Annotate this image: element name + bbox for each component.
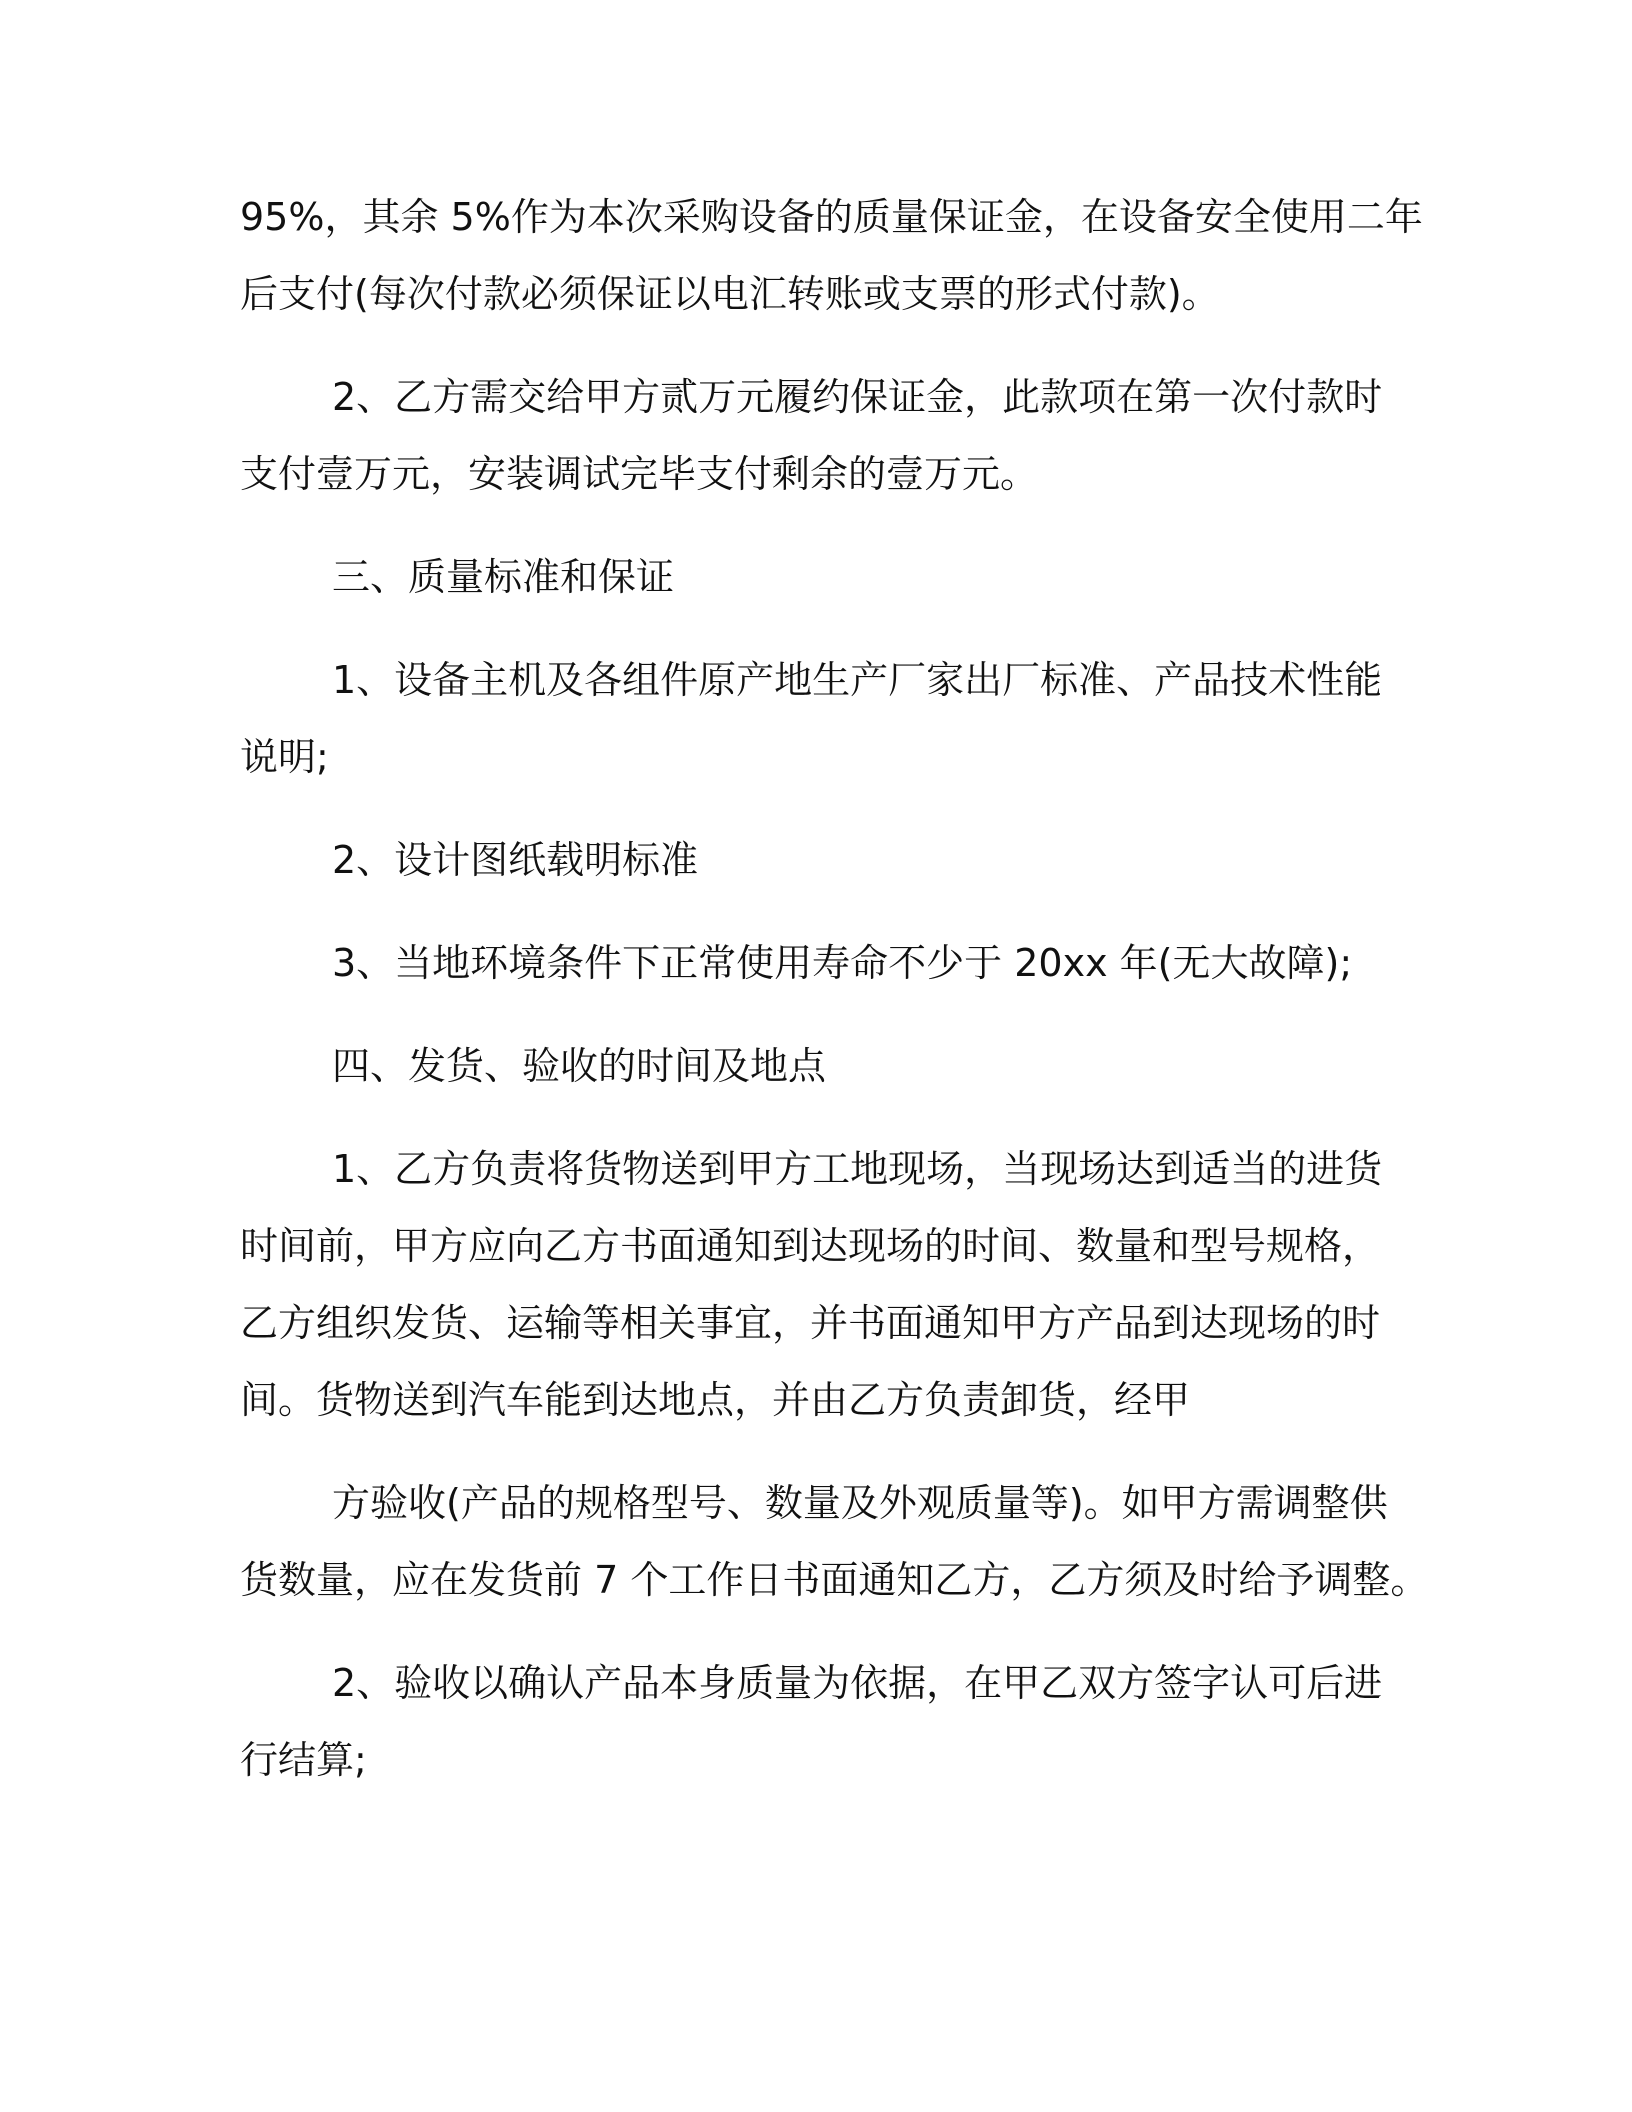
text-line-1: 95%，其余 5%作为本次采购设备的质量保证金，在设备安全使用二年: [240, 195, 1423, 239]
text-line-7: 说明;: [240, 735, 329, 779]
text-line-8: 2、设计图纸载明标准: [332, 838, 699, 882]
text-line-18: 行结算;: [240, 1738, 367, 1782]
text-line-11: 1、乙方负责将货物送到甲方工地现场，当现场达到适当的进货: [332, 1147, 1383, 1191]
text-line-9: 3、当地环境条件下正常使用寿命不少于 20xx 年(无大故障);: [332, 941, 1353, 985]
text-line-16: 货数量，应在发货前 7 个工作日书面通知乙方，乙方须及时给予调整。: [240, 1558, 1429, 1602]
text-line-17: 2、验收以确认产品本身质量为依据，在甲乙双方签字认可后进: [332, 1661, 1383, 1705]
section-heading-3: 三、质量标准和保证: [332, 555, 675, 599]
text-line-12: 时间前，甲方应向乙方书面通知到达现场的时间、数量和型号规格，: [240, 1224, 1381, 1268]
section-heading-4: 四、发货、验收的时间及地点: [332, 1044, 827, 1088]
text-line-2: 后支付(每次付款必须保证以电汇转账或支票的形式付款)。: [240, 272, 1220, 316]
text-line-3: 2、乙方需交给甲方贰万元履约保证金，此款项在第一次付款时: [332, 375, 1383, 419]
text-line-6: 1、设备主机及各组件原产地生产厂家出厂标准、产品技术性能: [332, 658, 1383, 702]
text-line-13: 乙方组织发货、运输等相关事宜，并书面通知甲方产品到达现场的时: [240, 1301, 1381, 1345]
text-line-4: 支付壹万元，安装调试完毕支付剩余的壹万元。: [240, 452, 1039, 496]
text-line-15: 方验收(产品的规格型号、数量及外观质量等)。如甲方需调整供: [332, 1481, 1388, 1525]
text-line-14: 间。货物送到汽车能到达地点，并由乙方负责卸货，经甲: [240, 1378, 1191, 1422]
